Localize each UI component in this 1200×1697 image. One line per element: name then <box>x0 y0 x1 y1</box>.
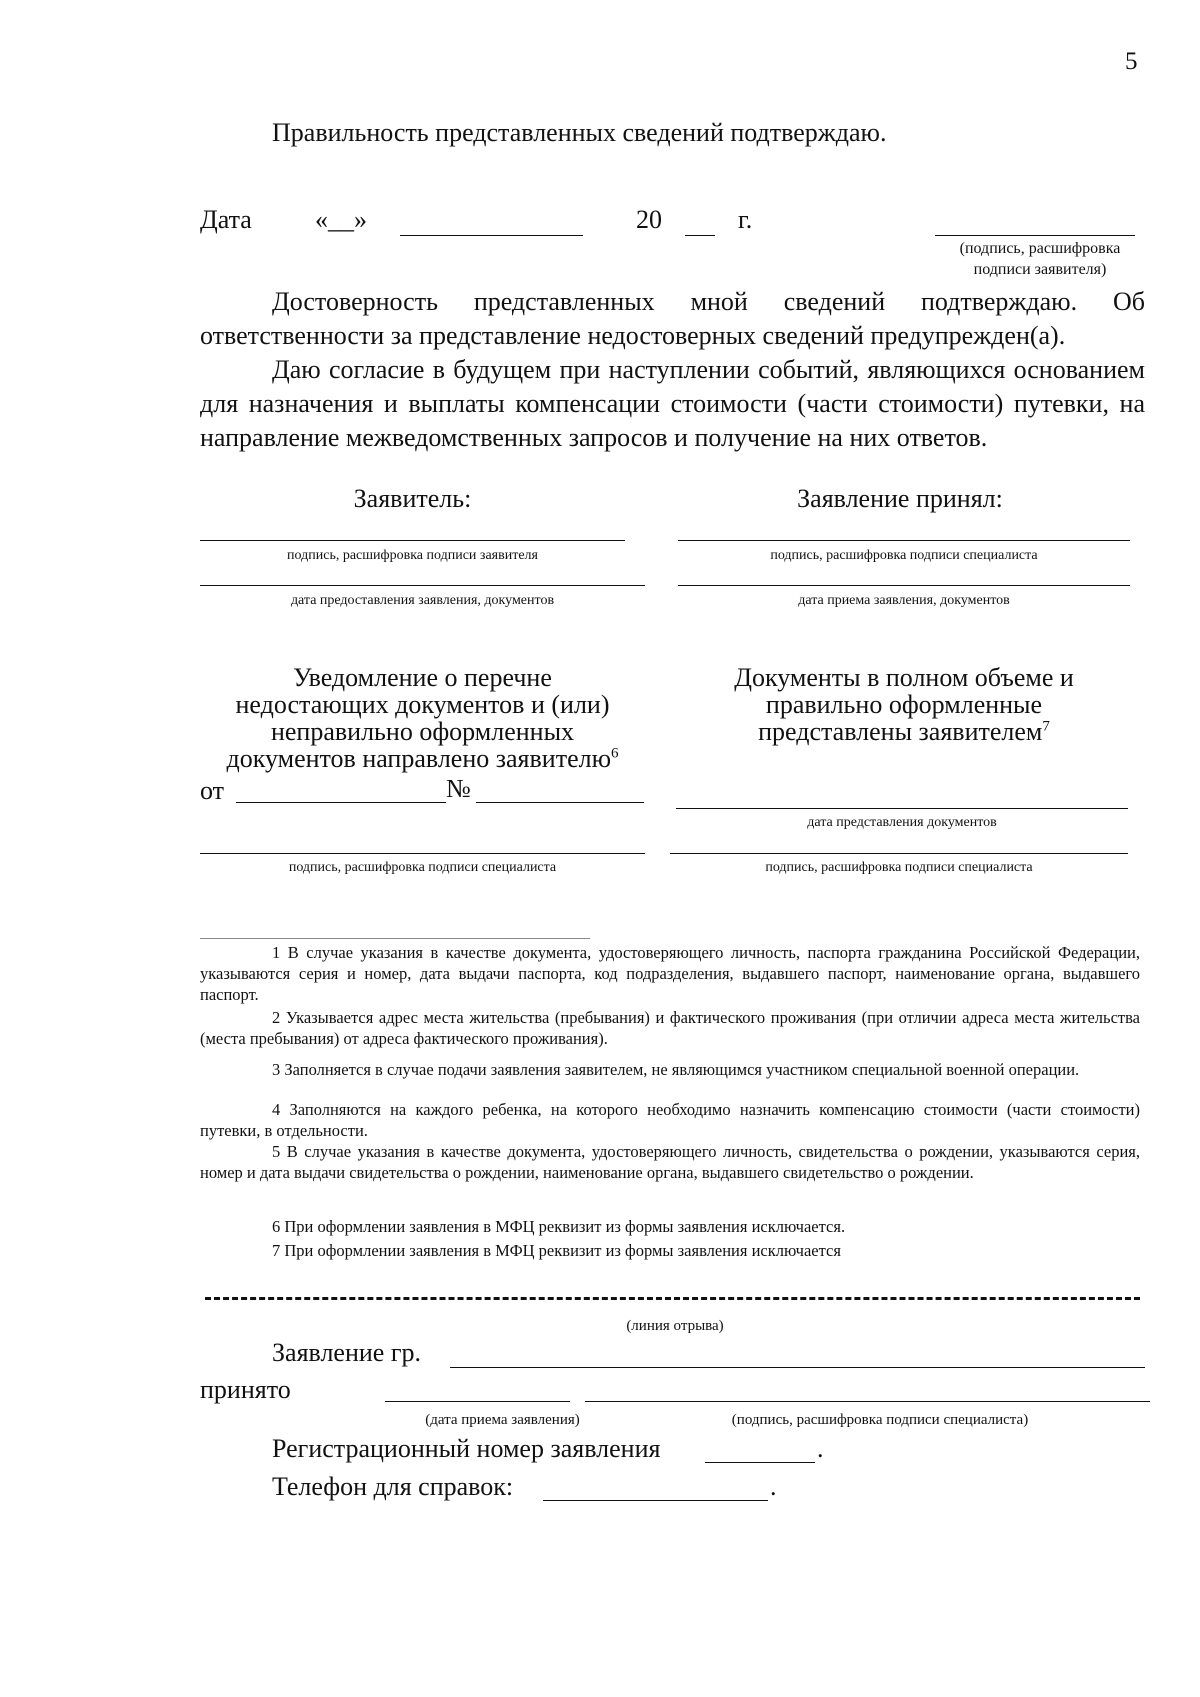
footnote-6-text: 6 При оформлении заявления в МФЦ реквизит из формы заявления исключается. <box>272 1217 846 1236</box>
notice-date-field[interactable] <box>236 802 446 803</box>
footnote-6 <box>200 1216 1140 1237</box>
notice-line4: документов направлено заявителю <box>226 744 612 773</box>
receiver-date-caption: дата приема заявления, документов <box>798 593 1010 608</box>
receiver-sign-caption: подпись, расшифровка подписи специалиста <box>770 548 1038 563</box>
footnote-2 <box>200 1007 1140 1049</box>
phone-label: Телефон для справок: <box>272 1472 514 1501</box>
footnote-7-text: 7 При оформлении заявления в МФЦ реквизит из формы заявления исключается <box>272 1241 841 1260</box>
complete-block <box>678 664 1130 745</box>
notice-number-field[interactable] <box>476 802 644 803</box>
notice-block <box>200 664 645 772</box>
applicant-signature-field[interactable] <box>935 235 1135 236</box>
footnote-1 <box>200 942 1140 1005</box>
receiver-signature-line[interactable] <box>678 540 1130 541</box>
applicant-sign-caption: подпись, расшифровка подписи заявителя <box>287 548 538 563</box>
applicant-heading: Заявитель: <box>353 484 472 513</box>
date-day-quote: «__» <box>315 205 367 234</box>
phone-field[interactable] <box>543 1500 768 1501</box>
receiver-heading: Заявление принял: <box>797 484 1003 513</box>
tear-off-caption: (линия отрыва) <box>626 1318 724 1334</box>
signature-caption-line1: (подпись, расшифровка <box>959 240 1121 257</box>
notice-line2: недостающих документов и (или) <box>235 690 610 719</box>
notice-sign-caption: подпись, расшифровка подписи специалиста <box>288 860 557 875</box>
footnote-3-text: 3 Заполняется в случае подачи заявления заявителем, не являющимся участником специальной военной операции. <box>272 1060 1080 1079</box>
complete-line1: Документы в полном объеме и <box>734 663 1074 692</box>
complete-date-line[interactable] <box>676 808 1128 809</box>
footnote-7 <box>200 1240 1140 1261</box>
footnote-4-text: 4 Заполняются на каждого ребенка, на которого необходимо назначить компенсацию стоимости (части стоимости) путевки, в отдельности. <box>200 1100 1140 1140</box>
registration-number-label: Регистрационный номер заявления <box>272 1434 661 1463</box>
date-year-suffix: г. <box>738 205 753 234</box>
specialist-signature-field[interactable] <box>585 1401 1150 1402</box>
receiver-date-line[interactable] <box>678 585 1130 586</box>
footnote-1-text: 1 В случае указания в качестве документа, удостоверяющего личность, паспорта гражданина Российской Федерации, указываются серия и номер, дата выдачи паспорта, код подразделения, выдавшего паспорт, наименование органа, выдавшего паспорт. <box>200 943 1140 1004</box>
notice-signature-line[interactable] <box>200 853 645 854</box>
footnote-ref-7: 7 <box>1042 718 1050 735</box>
footnote-3 <box>200 1059 1140 1080</box>
notice-line1: Уведомление о перечне <box>293 663 552 692</box>
signature-caption <box>930 238 1150 280</box>
complete-date-caption: дата представления документов <box>807 815 997 830</box>
footnote-5-text: 5 В случае указания в качестве документа, удостоверяющего личность, свидетельства о рождении, указываются серия, номер и дата выдачи свидетельства о рождении, наименование органа, выдавшего свидетельство о рождении. <box>200 1142 1140 1182</box>
applicant-date-line[interactable] <box>200 585 645 586</box>
applicant-date-caption: дата предоставления заявления, документов <box>290 593 555 608</box>
notice-from-label: от <box>200 776 225 805</box>
complete-sign-caption: подпись, расшифровка подписи специалиста <box>765 860 1033 875</box>
date-label: Дата <box>200 205 252 234</box>
accepted-label: принято <box>200 1375 291 1404</box>
registration-number-field[interactable] <box>705 1462 815 1463</box>
footnote-separator <box>200 938 590 939</box>
page-number: 5 <box>1125 48 1138 75</box>
date-year-prefix: 20 <box>636 205 662 234</box>
notice-number-label: № <box>446 774 471 803</box>
footnote-ref-6: 6 <box>611 745 619 762</box>
date-month-field[interactable] <box>400 235 583 236</box>
acceptance-date-caption: (дата приема заявления) <box>425 1412 580 1428</box>
footnote-4 <box>200 1099 1140 1141</box>
tear-off-line <box>205 1297 1140 1300</box>
applicant-signature-line[interactable] <box>200 540 625 541</box>
registration-number-dot: . <box>817 1434 824 1463</box>
paragraph-consent: Даю согласие в будущем при наступлении событий, являющихся основанием для назначения и выплаты компенсации стоимости (части стоимости) путевки, на направление межведомственных запросов и получение на них ответов. <box>200 355 1145 452</box>
complete-line2: правильно оформленные <box>765 690 1043 719</box>
notice-line3: неправильно оформленных <box>270 717 575 746</box>
specialist-sign-caption: (подпись, расшифровка подписи специалиста) <box>731 1412 1029 1428</box>
complete-line3: представлены заявителем <box>758 717 1043 746</box>
statement-label: Заявление гр. <box>272 1338 422 1367</box>
acceptance-date-field[interactable] <box>385 1401 570 1402</box>
confirm-statement: Правильность представленных сведений подтверждаю. <box>272 118 887 147</box>
date-year-field[interactable] <box>685 235 715 236</box>
complete-signature-line[interactable] <box>670 853 1128 854</box>
footnote-2-text: 2 Указывается адрес места жительства (пребывания) и фактического проживания (при отличии адреса места жительства (места пребывания) от адреса фактического проживания). <box>200 1008 1140 1048</box>
signature-caption-line2: подписи заявителя) <box>973 261 1107 278</box>
paragraph-reliability: Достоверность представленных мной сведений подтверждаю. Об ответственности за представление недостоверных сведений предупрежден(а). <box>200 287 1145 350</box>
footnote-5 <box>200 1141 1140 1183</box>
phone-dot: . <box>770 1472 777 1501</box>
applicant-name-field[interactable] <box>450 1367 1145 1368</box>
